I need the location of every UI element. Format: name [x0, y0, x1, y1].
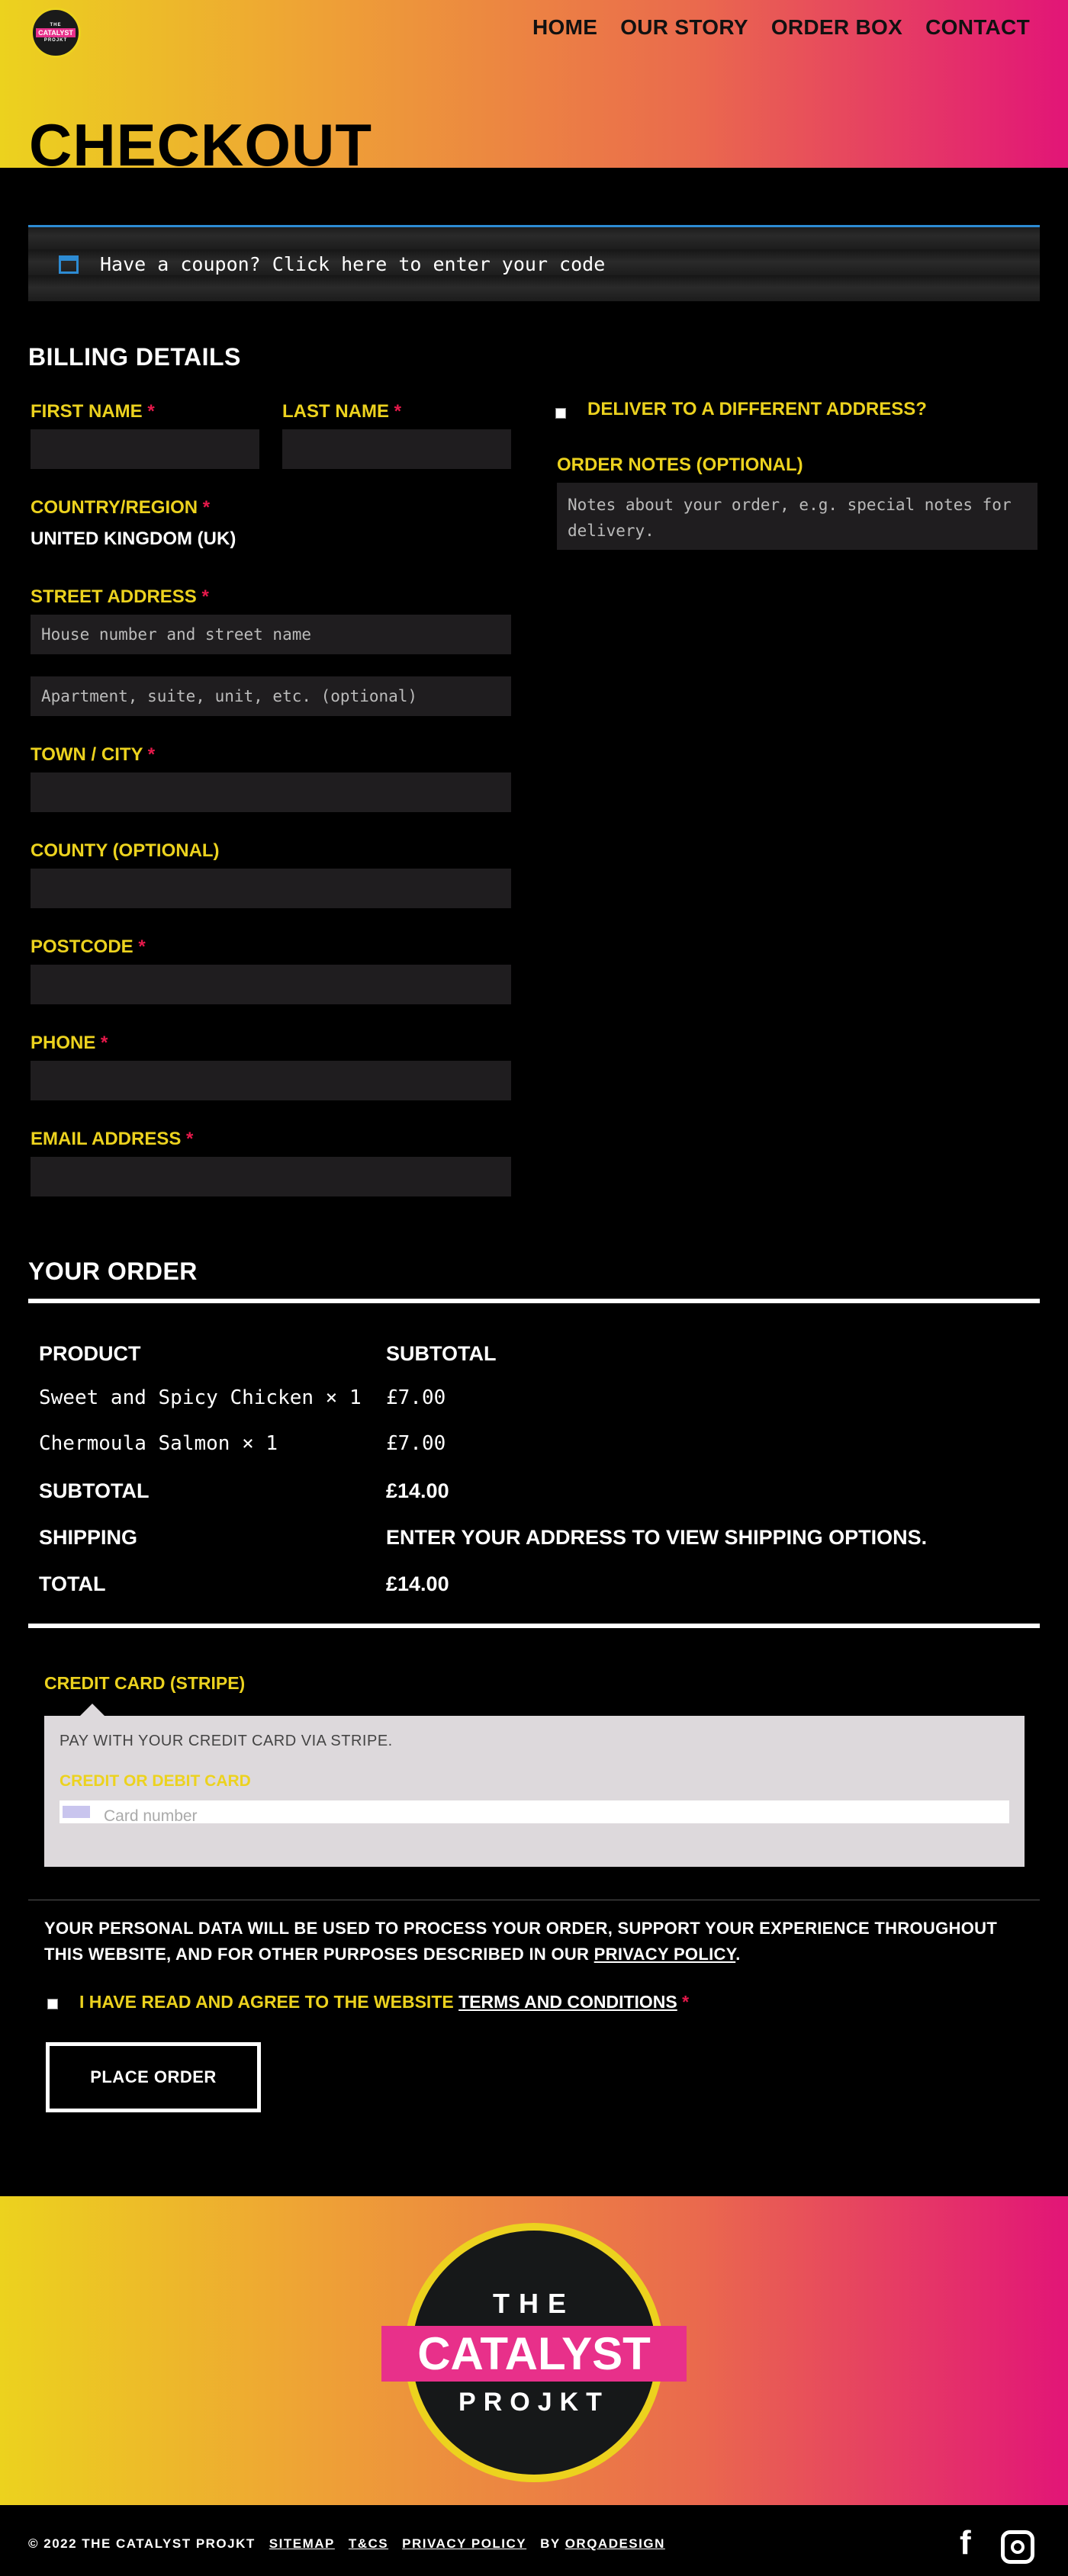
payment-description: PAY WITH YOUR CREDIT CARD VIA STRIPE.	[60, 1733, 393, 1749]
order-item-price: £7.00	[386, 1432, 446, 1455]
privacy-text: YOUR PERSONAL DATA WILL BE USED TO PROCESS YOUR ORDER, SUPPORT YOUR EXPERIENCE THROUGHOUT THIS WEBSITE, AND FOR OTHER PURPOSES DESCRIBED IN OUR PRIVACY POLICY.	[44, 1919, 998, 1964]
order-item-name: Sweet and Spicy Chicken × 1	[39, 1386, 362, 1409]
payment-box	[44, 1716, 1025, 1867]
tcs-link[interactable]: T&CS	[348, 2536, 389, 2551]
main-nav	[532, 15, 1030, 40]
street-label: STREET ADDRESS *	[31, 586, 209, 607]
col-subtotal-header: SUBTOTAL	[386, 1342, 497, 1365]
order-notes-label: ORDER NOTES (OPTIONAL)	[557, 454, 803, 475]
total-value: £14.00	[386, 1572, 449, 1595]
subtotal-value: £14.00	[386, 1479, 449, 1502]
order-item-price: £7.00	[386, 1386, 446, 1409]
county-label: COUNTY (OPTIONAL)	[31, 840, 220, 861]
terms-link[interactable]: TERMS AND CONDITIONS	[458, 1992, 677, 2012]
footer-logo-bottom: PROJKT	[458, 2388, 610, 2417]
copyright-text: © 2022 THE CATALYST PROJKT	[28, 2536, 256, 2551]
card-number-field[interactable]	[60, 1800, 1009, 1823]
order-heading: YOUR ORDER	[28, 1257, 198, 1285]
phone-field[interactable]	[31, 1061, 511, 1100]
privacy-policy-link[interactable]: PRIVACY POLICY	[594, 1945, 736, 1964]
last-name-field[interactable]	[282, 429, 511, 469]
logo-text-middle: CATALYST	[36, 28, 76, 37]
footer-copyright	[28, 2536, 665, 2552]
shipping-value: ENTER YOUR ADDRESS TO VIEW SHIPPING OPTIONS.	[386, 1526, 928, 1549]
postcode-field[interactable]	[31, 965, 511, 1004]
nav-home[interactable]: HOME	[532, 15, 598, 39]
coupon-link[interactable]: Have a coupon? Click here to enter your code	[100, 253, 606, 275]
town-field[interactable]	[31, 772, 511, 812]
email-field[interactable]	[31, 1157, 511, 1196]
town-label: TOWN / CITY *	[31, 744, 156, 765]
country-value: UNITED KINGDOM (UK)	[31, 528, 236, 549]
phone-label: PHONE *	[31, 1033, 108, 1053]
nav-order-box[interactable]: ORDER BOX	[770, 15, 903, 39]
terms-checkbox[interactable]	[47, 1999, 58, 2009]
order-item-name: Chermoula Salmon × 1	[39, 1432, 278, 1455]
sitemap-link[interactable]: SITEMAP	[269, 2536, 335, 2551]
different-address-label[interactable]: DELIVER TO A DIFFERENT ADDRESS?	[587, 399, 927, 419]
logo-text-bottom: PROJKT	[43, 38, 68, 43]
footer-privacy-link[interactable]: PRIVACY POLICY	[402, 2536, 527, 2551]
shipping-label: SHIPPING	[39, 1526, 138, 1549]
designer-link[interactable]: ORQADESIGN	[565, 2536, 665, 2551]
different-address-checkbox[interactable]	[555, 408, 566, 419]
coupon-notice[interactable]	[28, 225, 1040, 301]
order-table-bottom-rule	[28, 1624, 1040, 1628]
billing-heading: BILLING DETAILS	[28, 343, 241, 371]
card-label: CREDIT OR DEBIT CARD	[60, 1772, 251, 1790]
last-name-label: LAST NAME *	[282, 401, 402, 422]
country-label: COUNTRY/REGION *	[31, 497, 211, 518]
site-logo[interactable]	[31, 8, 81, 58]
logo-text-top: THE	[50, 23, 62, 27]
window-icon	[59, 255, 79, 274]
order-notes-field[interactable]: Notes about your order, e.g. special notes for delivery.	[557, 483, 1037, 550]
nav-contact[interactable]: CONTACT	[925, 15, 1030, 39]
first-name-field[interactable]	[31, 429, 259, 469]
email-label: EMAIL ADDRESS *	[31, 1129, 194, 1149]
footer-logo-middle: CATALYST	[381, 2326, 687, 2382]
footer-logo-top: THE	[493, 2288, 575, 2319]
card-number-placeholder: Card number	[104, 1807, 198, 1823]
order-table-top-rule	[28, 1299, 1040, 1303]
facebook-icon[interactable]: f	[960, 2524, 971, 2562]
footer-logo	[404, 2223, 664, 2482]
page-title: CHECKOUT	[29, 111, 372, 178]
subtotal-label: SUBTOTAL	[39, 1479, 150, 1502]
col-product-header: PRODUCT	[39, 1342, 141, 1365]
county-field[interactable]	[31, 869, 511, 908]
site-header	[0, 0, 1068, 178]
total-label: TOTAL	[39, 1572, 106, 1595]
payment-box-arrow	[80, 1704, 105, 1716]
first-name-label: FIRST NAME *	[31, 401, 155, 422]
by-text: BY	[540, 2536, 561, 2551]
terms-label[interactable]: I HAVE READ AND AGREE TO THE WEBSITE TERMS AND CONDITIONS *	[79, 1992, 690, 2012]
instagram-icon[interactable]	[1001, 2530, 1034, 2564]
apartment-field[interactable]: Apartment, suite, unit, etc. (optional)	[31, 676, 511, 716]
nav-our-story[interactable]: OUR STORY	[620, 15, 748, 39]
postcode-label: POSTCODE *	[31, 936, 146, 957]
payment-method-label[interactable]: CREDIT CARD (STRIPE)	[44, 1673, 246, 1693]
street-address-field[interactable]: House number and street name	[31, 615, 511, 654]
card-icon	[63, 1806, 90, 1818]
place-order-button[interactable]: PLACE ORDER	[46, 2042, 261, 2112]
